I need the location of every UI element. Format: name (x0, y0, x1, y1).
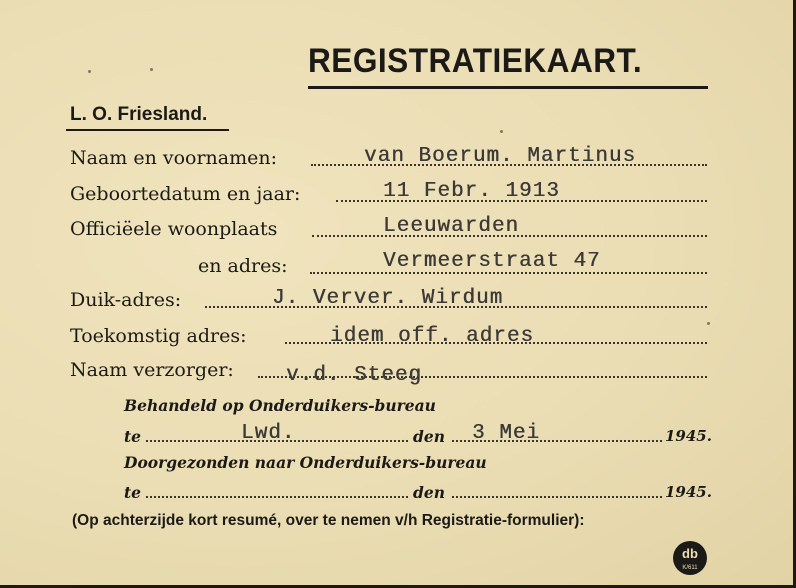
address-label: en adres: (198, 255, 288, 277)
paper-speck (707, 322, 710, 325)
footer-note: (Op achterzijde kort resumé, over te nemen v/h Registratie-formulier): (72, 512, 585, 529)
paper-speck (150, 68, 153, 71)
handled-place-value: Lwd. (241, 422, 296, 445)
forwarded-date-line (452, 496, 662, 498)
future-address-label: Toekomstig adres: (70, 325, 247, 347)
caretaker-label: Naam verzorger: (70, 359, 234, 381)
residence-label: Officiëele woonplaats (70, 218, 278, 240)
caretaker-value: v.d. Steeg (286, 364, 423, 387)
residence-value: Leeuwarden (383, 215, 520, 238)
title-underline (308, 86, 708, 89)
address-value: Vermeerstraat 47 (383, 250, 601, 273)
printer-logo (673, 541, 707, 575)
card-title: REGISTRATIEKAART. (308, 42, 643, 80)
forwarded-te-label: te (124, 483, 142, 502)
printer-logo-text: db (682, 546, 698, 561)
handled-date-value: 3 Mei (472, 422, 541, 445)
handled-heading: Behandeld op Onderduikers-bureau (124, 396, 436, 415)
handled-year: 1945. (665, 427, 712, 445)
hiding-address-value: J. Verver. Wirdum (272, 287, 504, 310)
paper-speck (500, 130, 503, 133)
forwarded-place-line (146, 496, 408, 498)
paper-speck (88, 70, 91, 73)
name-value: van Boerum. Martinus (364, 145, 637, 168)
forwarded-heading: Doorgezonden naar Onderduikers-bureau (124, 453, 487, 472)
handled-den-label: den (413, 427, 445, 446)
birthdate-label: Geboortedatum en jaar: (70, 183, 301, 205)
hiding-address-label: Duik-adres: (70, 289, 182, 311)
handled-te-label: te (124, 427, 142, 446)
organization-label: L. O. Friesland. (70, 104, 208, 125)
printer-logo-code: K/611 (682, 565, 698, 571)
forwarded-year: 1945. (665, 483, 712, 501)
name-label: Naam en voornamen: (70, 147, 278, 169)
birthdate-value: 11 Febr. 1913 (383, 180, 560, 203)
future-address-value: idem off. adres (330, 325, 535, 348)
forwarded-den-label: den (413, 483, 445, 502)
organization-underline (66, 129, 229, 131)
